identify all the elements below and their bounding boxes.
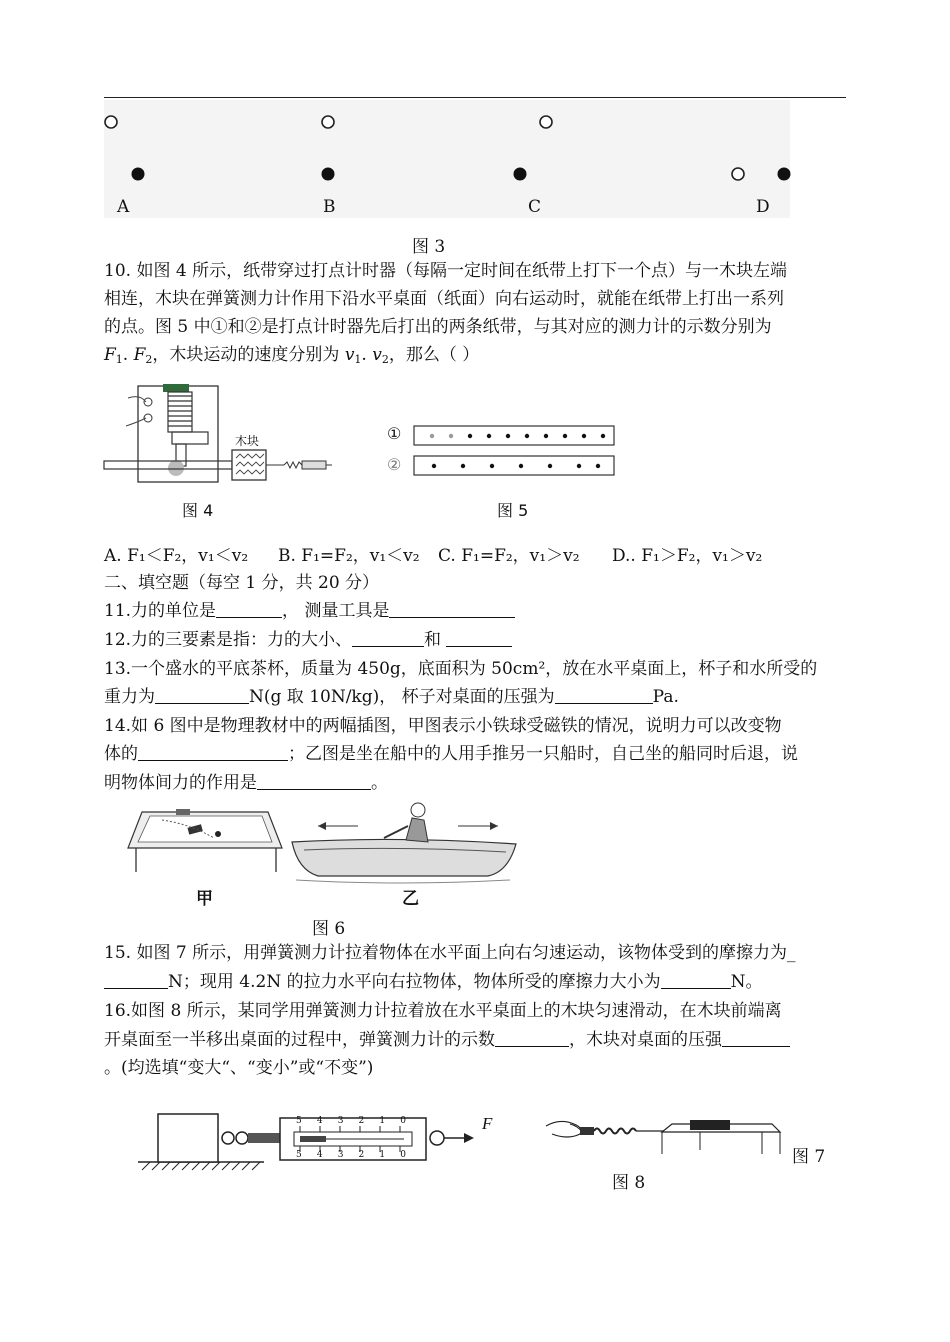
fig3-label-d: D bbox=[756, 197, 770, 217]
fig3-label-b: B bbox=[323, 197, 336, 217]
q10-option-c: C. F₁=F₂，v₁＞v₂ bbox=[438, 546, 580, 566]
fig3-label-a: A bbox=[117, 197, 130, 217]
fig7-caption: 图 7 bbox=[792, 1147, 826, 1167]
q10-line3: 的点。图 5 中①和②是打点计时器先后打出的两条纸带，与其对应的测力计的示数分别为 bbox=[104, 317, 772, 337]
scale-numbers-bottom: 5 4 3 2 1 0 bbox=[296, 1150, 406, 1160]
section2-title: 二、填空题（每空 1 分，共 20 分） bbox=[104, 573, 380, 593]
fig4-caption: 图 4 bbox=[182, 501, 214, 520]
q15-line1: 15. 如图 7 所示，用弹簧测力计拉着物体在水平面上向右匀速运动，该物体受到的摩擦力为_ bbox=[104, 943, 796, 963]
q13-line1: 13.一个盛水的平底茶杯，质量为 450g，底面积为 50cm²，放在水平桌面上，杯子和水所受的 bbox=[104, 659, 818, 679]
q14-line3: 明物体间力的作用是 。 bbox=[104, 773, 388, 793]
q10-line1: 10. 如图 4 所示，纸带穿过打点计时器（每隔一定时间在纸带上打下一个点）与一木块左端 bbox=[104, 261, 788, 281]
tape-label-1: ① bbox=[387, 424, 402, 443]
q14-line1: 14.如 6 图中是物理教材中的两幅插图，甲图表示小铁球受磁铁的情况，说明力可以改变物 bbox=[104, 716, 782, 736]
q16-line3: 。(均选填“变大“、“变小”或“不变”) bbox=[104, 1058, 374, 1078]
q13-line2: 重力为 N(g 取 10N/kg)， 杯子对桌面的压强为 Pa. bbox=[104, 687, 679, 707]
fig3-label-c: C bbox=[528, 197, 542, 217]
fig7-force-label: F bbox=[482, 1114, 493, 1133]
q10-option-a: A. F₁＜F₂，v₁＜v₂ bbox=[104, 546, 249, 566]
q16-line2: 开桌面至一半移出桌面的过程中，弹簧测力计的示数 ，木块对桌面的压强 bbox=[104, 1029, 790, 1051]
q10-line4: $F_1$. $F_2$，木块运动的速度分别为 $v_1$. $v_2$，那么（ ） bbox=[104, 345, 480, 366]
q10-option-d: D.. F₁＞F₂，v₁＞v₂ bbox=[612, 546, 763, 566]
fig6-label-right: 乙 bbox=[402, 889, 419, 909]
scale-numbers-top: 5 4 3 2 1 0 bbox=[296, 1116, 406, 1126]
tape-label-2: ② bbox=[387, 455, 402, 474]
fig6-label-left: 甲 bbox=[196, 889, 213, 909]
q10-option-b: B. F₁=F₂，v₁＜v₂ bbox=[278, 546, 420, 566]
q15-line2: N；现用 4.2N 的拉力水平向右拉物体，物体所受的摩擦力大小为 N。 bbox=[104, 971, 762, 993]
q12: 12.力的三要素是指：力的大小、 和 bbox=[104, 629, 512, 651]
fig4-block-label: 木块 bbox=[235, 434, 260, 448]
fig6-caption: 图 6 bbox=[312, 919, 346, 939]
fig8-caption: 图 8 bbox=[612, 1173, 646, 1193]
q14-line2: 体的 ；乙图是坐在船中的人用手推另一只船时，自己坐的船同时后退，说 bbox=[104, 744, 798, 764]
q10-line2: 相连，木块在弹簧测力计作用下沿水平桌面（纸面）向右运动时，就能在纸带上打出一系列 bbox=[104, 289, 784, 309]
q11: 11.力的单位是 ， 测量工具是 bbox=[104, 600, 515, 622]
fig5-caption: 图 5 bbox=[497, 501, 529, 520]
fig3-caption: 图 3 bbox=[412, 237, 446, 257]
q16-line1: 16.如图 8 所示，某同学用弹簧测力计拉着放在水平桌面上的木块匀速滑动，在木块前端离 bbox=[104, 1001, 782, 1021]
